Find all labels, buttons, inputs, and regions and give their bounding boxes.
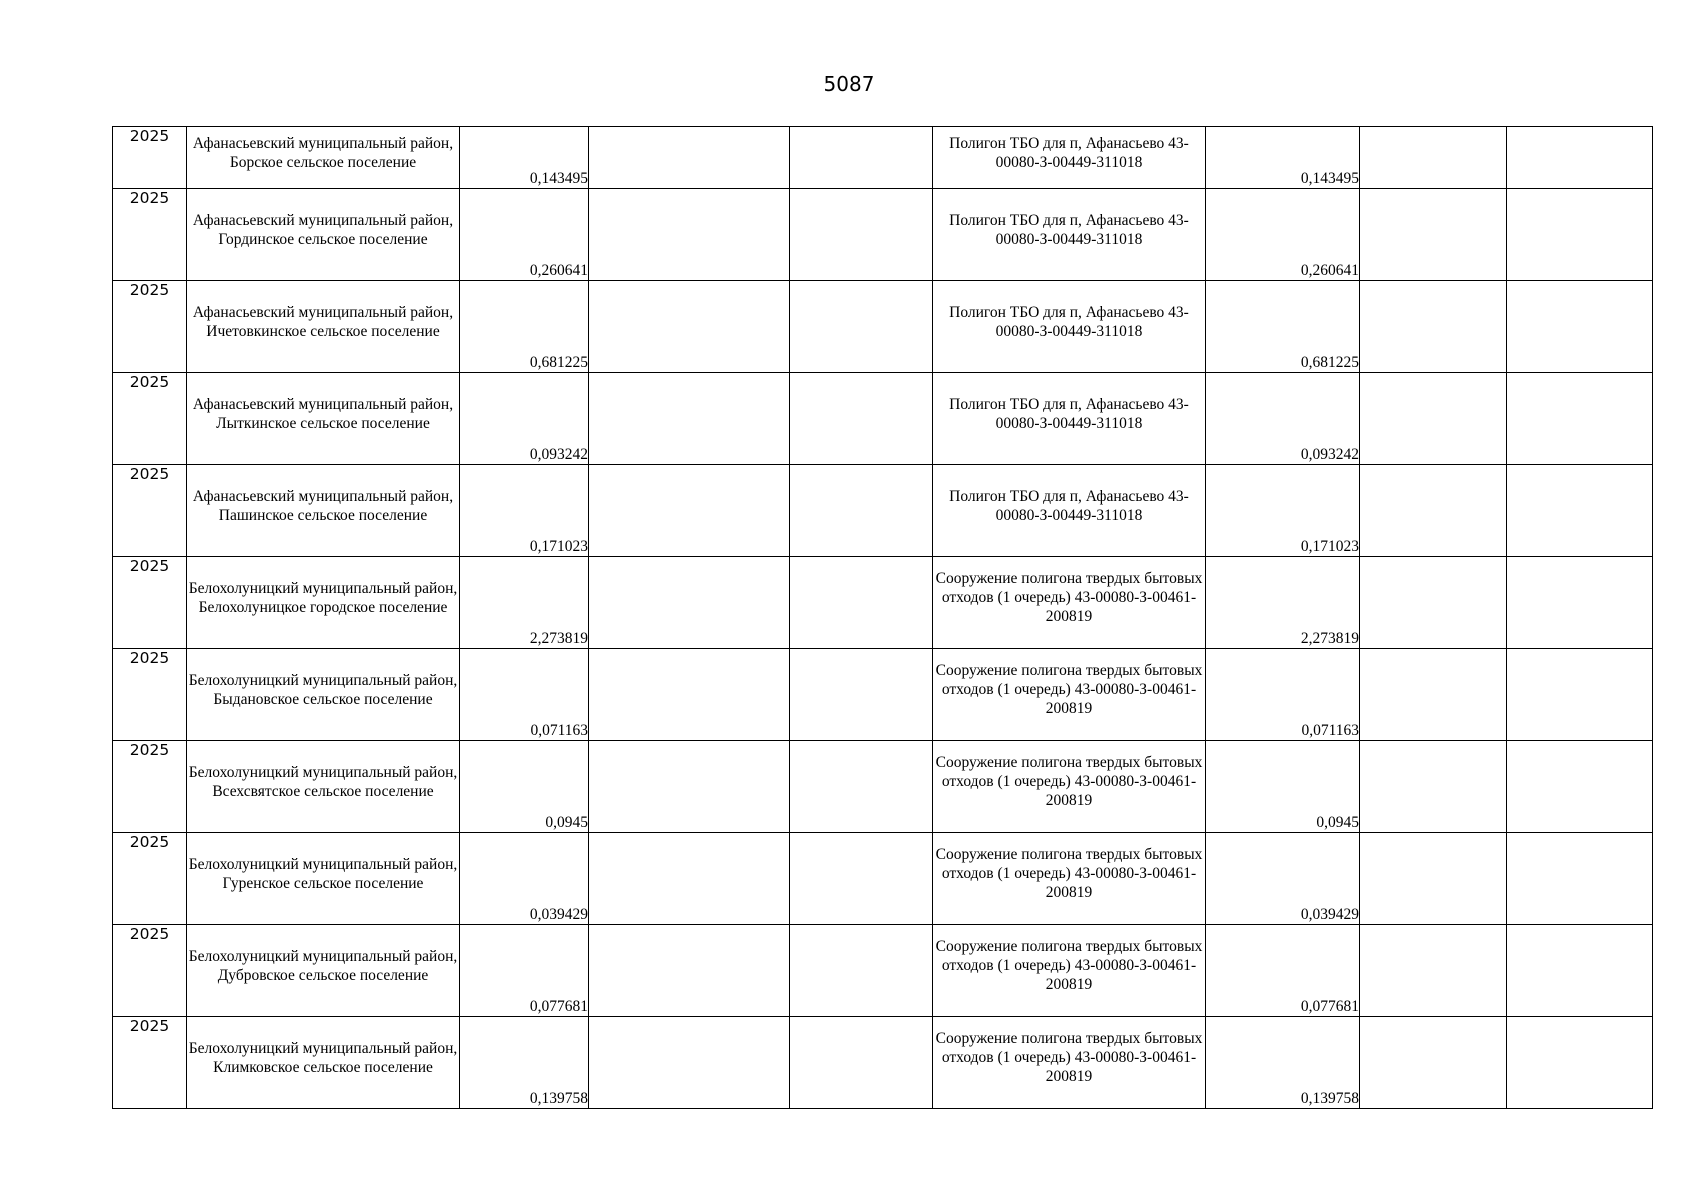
table-row bbox=[113, 557, 1653, 649]
value2-text: 0,0945 bbox=[1316, 814, 1359, 831]
table-row bbox=[113, 189, 1653, 281]
table-row bbox=[113, 925, 1653, 1017]
value-cell bbox=[460, 557, 589, 649]
empty-cell bbox=[589, 925, 790, 1017]
value-cell bbox=[460, 741, 589, 833]
empty-cell bbox=[1360, 649, 1507, 741]
empty-cell bbox=[790, 189, 933, 281]
empty-cell bbox=[1507, 373, 1653, 465]
empty-cell bbox=[790, 465, 933, 557]
empty-cell bbox=[589, 189, 790, 281]
municipality-cell bbox=[187, 1017, 460, 1109]
empty-cell bbox=[1360, 281, 1507, 373]
facility-cell bbox=[933, 281, 1206, 373]
value2-text: 0,171023 bbox=[1300, 538, 1359, 555]
facility-cell bbox=[933, 649, 1206, 741]
table-row bbox=[113, 127, 1653, 189]
facility-cell bbox=[933, 465, 1206, 557]
facility-text: Полигон ТБО для п, Афанасьево 43-00080-З-00449-311018 bbox=[949, 211, 1189, 248]
empty-cell bbox=[790, 833, 933, 925]
value2-cell bbox=[1206, 741, 1360, 833]
year-cell bbox=[113, 127, 187, 189]
value-text: 0,260641 bbox=[529, 262, 588, 279]
empty-cell bbox=[589, 557, 790, 649]
value-cell bbox=[460, 925, 589, 1017]
value2-cell bbox=[1206, 833, 1360, 925]
empty-cell bbox=[1507, 925, 1653, 1017]
value-text: 0,039429 bbox=[529, 906, 588, 923]
year-text: 2025 bbox=[129, 465, 170, 483]
empty-cell bbox=[1360, 557, 1507, 649]
facility-cell bbox=[933, 925, 1206, 1017]
municipality-cell bbox=[187, 373, 460, 465]
empty-cell bbox=[589, 127, 790, 189]
value2-cell bbox=[1206, 281, 1360, 373]
municipality-text: Белохолуницкий муниципальный район, Белохолуницкое городское поселение bbox=[188, 579, 458, 616]
value-text: 0,071163 bbox=[530, 722, 588, 739]
empty-cell bbox=[1507, 281, 1653, 373]
year-text: 2025 bbox=[129, 833, 170, 851]
table-row bbox=[113, 281, 1653, 373]
value-text: 0,0945 bbox=[545, 814, 588, 831]
value2-text: 2,273819 bbox=[1300, 630, 1359, 647]
facility-cell bbox=[933, 833, 1206, 925]
empty-cell bbox=[1507, 649, 1653, 741]
facility-cell bbox=[933, 557, 1206, 649]
empty-cell bbox=[790, 741, 933, 833]
municipality-text: Афанасьевский муниципальный район, Пашинское сельское поселение bbox=[192, 487, 454, 524]
table-row bbox=[113, 741, 1653, 833]
empty-cell bbox=[1360, 127, 1507, 189]
empty-cell bbox=[790, 649, 933, 741]
empty-cell bbox=[1360, 189, 1507, 281]
municipality-cell bbox=[187, 741, 460, 833]
facility-cell bbox=[933, 189, 1206, 281]
value2-cell bbox=[1206, 557, 1360, 649]
empty-cell bbox=[790, 557, 933, 649]
value2-cell bbox=[1206, 465, 1360, 557]
municipality-cell bbox=[187, 925, 460, 1017]
empty-cell bbox=[790, 925, 933, 1017]
year-cell bbox=[113, 1017, 187, 1109]
empty-cell bbox=[1507, 741, 1653, 833]
facility-text: Полигон ТБО для п, Афанасьево 43-00080-З-00449-311018 bbox=[949, 395, 1189, 432]
empty-cell bbox=[589, 465, 790, 557]
municipality-text: Белохолуницкий муниципальный район, Гуренское сельское поселение bbox=[188, 855, 458, 892]
year-text: 2025 bbox=[129, 557, 170, 575]
table-row bbox=[113, 465, 1653, 557]
facility-text: Полигон ТБО для п, Афанасьево 43-00080-З-00449-311018 bbox=[949, 303, 1189, 340]
value-cell bbox=[460, 465, 589, 557]
empty-cell bbox=[1360, 925, 1507, 1017]
facility-text: Сооружение полигона твердых бытовых отходов (1 очередь) 43-00080-З-00461-200819 bbox=[935, 1030, 1203, 1085]
year-text: 2025 bbox=[129, 1017, 170, 1035]
municipality-cell bbox=[187, 465, 460, 557]
municipality-cell bbox=[187, 189, 460, 281]
value-cell bbox=[460, 373, 589, 465]
empty-cell bbox=[589, 833, 790, 925]
table-row bbox=[113, 833, 1653, 925]
value-cell bbox=[460, 1017, 589, 1109]
value-cell bbox=[460, 833, 589, 925]
value2-cell bbox=[1206, 925, 1360, 1017]
year-text: 2025 bbox=[129, 925, 170, 943]
value-text: 0,093242 bbox=[529, 446, 588, 463]
municipality-cell bbox=[187, 833, 460, 925]
value2-cell bbox=[1206, 373, 1360, 465]
empty-cell bbox=[790, 127, 933, 189]
municipality-cell bbox=[187, 557, 460, 649]
year-text: 2025 bbox=[129, 373, 170, 391]
municipality-cell bbox=[187, 127, 460, 189]
year-cell bbox=[113, 465, 187, 557]
empty-cell bbox=[790, 373, 933, 465]
year-cell bbox=[113, 189, 187, 281]
document-table bbox=[112, 126, 1653, 1109]
year-text: 2025 bbox=[129, 281, 170, 299]
facility-cell bbox=[933, 373, 1206, 465]
municipality-text: Афанасьевский муниципальный район, Лыткинское сельское поселение bbox=[192, 395, 454, 432]
year-cell bbox=[113, 833, 187, 925]
value2-text: 0,260641 bbox=[1300, 262, 1359, 279]
empty-cell bbox=[1507, 465, 1653, 557]
municipality-text: Афанасьевский муниципальный район, Борское сельское поселение bbox=[192, 134, 454, 171]
empty-cell bbox=[1360, 833, 1507, 925]
municipality-text: Белохолуницкий муниципальный район, Всехсвятское сельское поселение bbox=[188, 763, 458, 800]
facility-text: Сооружение полигона твердых бытовых отходов (1 очередь) 43-00080-З-00461-200819 bbox=[935, 754, 1203, 809]
empty-cell bbox=[589, 649, 790, 741]
year-cell bbox=[113, 649, 187, 741]
empty-cell bbox=[1360, 741, 1507, 833]
value-text: 0,139758 bbox=[529, 1090, 588, 1107]
empty-cell bbox=[790, 281, 933, 373]
value2-text: 0,093242 bbox=[1300, 446, 1359, 463]
value2-text: 0,039429 bbox=[1300, 906, 1359, 923]
value2-text: 0,681225 bbox=[1300, 354, 1359, 371]
facility-cell bbox=[933, 1017, 1206, 1109]
value2-text: 0,077681 bbox=[1300, 998, 1359, 1015]
facility-text: Сооружение полигона твердых бытовых отходов (1 очередь) 43-00080-З-00461-200819 bbox=[935, 662, 1203, 717]
table-row bbox=[113, 373, 1653, 465]
table-row bbox=[113, 1017, 1653, 1109]
table-body bbox=[113, 127, 1653, 1109]
municipality-text: Афанасьевский муниципальный район, Ичетовкинское сельское поселение bbox=[192, 303, 454, 340]
value-cell bbox=[460, 127, 589, 189]
municipality-cell bbox=[187, 281, 460, 373]
value-cell bbox=[460, 649, 589, 741]
value2-text: 0,143495 bbox=[1300, 170, 1359, 187]
value-text: 0,681225 bbox=[529, 354, 588, 371]
year-text: 2025 bbox=[129, 649, 170, 667]
empty-cell bbox=[1360, 1017, 1507, 1109]
facility-text: Полигон ТБО для п, Афанасьево 43-00080-З-00449-311018 bbox=[949, 487, 1189, 524]
year-text: 2025 bbox=[129, 127, 170, 145]
value-text: 2,273819 bbox=[529, 630, 588, 647]
year-cell bbox=[113, 741, 187, 833]
value-cell bbox=[460, 189, 589, 281]
empty-cell bbox=[1507, 189, 1653, 281]
value-cell bbox=[460, 281, 589, 373]
year-cell bbox=[113, 373, 187, 465]
year-text: 2025 bbox=[129, 189, 170, 207]
value2-cell bbox=[1206, 649, 1360, 741]
facility-cell bbox=[933, 127, 1206, 189]
value2-cell bbox=[1206, 127, 1360, 189]
value-text: 0,171023 bbox=[529, 538, 588, 555]
empty-cell bbox=[1507, 557, 1653, 649]
municipality-text: Афанасьевский муниципальный район, Гординское сельское поселение bbox=[192, 211, 454, 248]
value2-text: 0,139758 bbox=[1300, 1090, 1359, 1107]
empty-cell bbox=[1507, 1017, 1653, 1109]
municipality-cell bbox=[187, 649, 460, 741]
empty-cell bbox=[589, 281, 790, 373]
empty-cell bbox=[1360, 373, 1507, 465]
year-cell bbox=[113, 925, 187, 1017]
year-cell bbox=[113, 557, 187, 649]
municipality-text: Белохолуницкий муниципальный район, Быдановское сельское поселение bbox=[188, 671, 458, 708]
empty-cell bbox=[589, 373, 790, 465]
year-cell bbox=[113, 281, 187, 373]
value-text: 0,143495 bbox=[529, 170, 588, 187]
value-text: 0,077681 bbox=[529, 998, 588, 1015]
empty-cell bbox=[589, 1017, 790, 1109]
municipality-text: Белохолуницкий муниципальный район, Дубровское сельское поселение bbox=[188, 947, 458, 984]
value2-cell bbox=[1206, 189, 1360, 281]
value2-text: 0,071163 bbox=[1301, 722, 1359, 739]
facility-text: Полигон ТБО для п, Афанасьево 43-00080-З-00449-311018 bbox=[949, 134, 1189, 171]
empty-cell bbox=[589, 741, 790, 833]
table-row bbox=[113, 649, 1653, 741]
municipality-text: Белохолуницкий муниципальный район, Климковское сельское поселение bbox=[188, 1039, 458, 1076]
empty-cell bbox=[1360, 465, 1507, 557]
empty-cell bbox=[1507, 127, 1653, 189]
year-text: 2025 bbox=[129, 741, 170, 759]
facility-text: Сооружение полигона твердых бытовых отходов (1 очередь) 43-00080-З-00461-200819 bbox=[935, 938, 1203, 993]
facility-text: Сооружение полигона твердых бытовых отходов (1 очередь) 43-00080-З-00461-200819 bbox=[935, 846, 1203, 901]
empty-cell bbox=[790, 1017, 933, 1109]
page-number: 5087 bbox=[823, 72, 875, 96]
facility-text: Сооружение полигона твердых бытовых отходов (1 очередь) 43-00080-З-00461-200819 bbox=[935, 570, 1203, 625]
value2-cell bbox=[1206, 1017, 1360, 1109]
empty-cell bbox=[1507, 833, 1653, 925]
facility-cell bbox=[933, 741, 1206, 833]
